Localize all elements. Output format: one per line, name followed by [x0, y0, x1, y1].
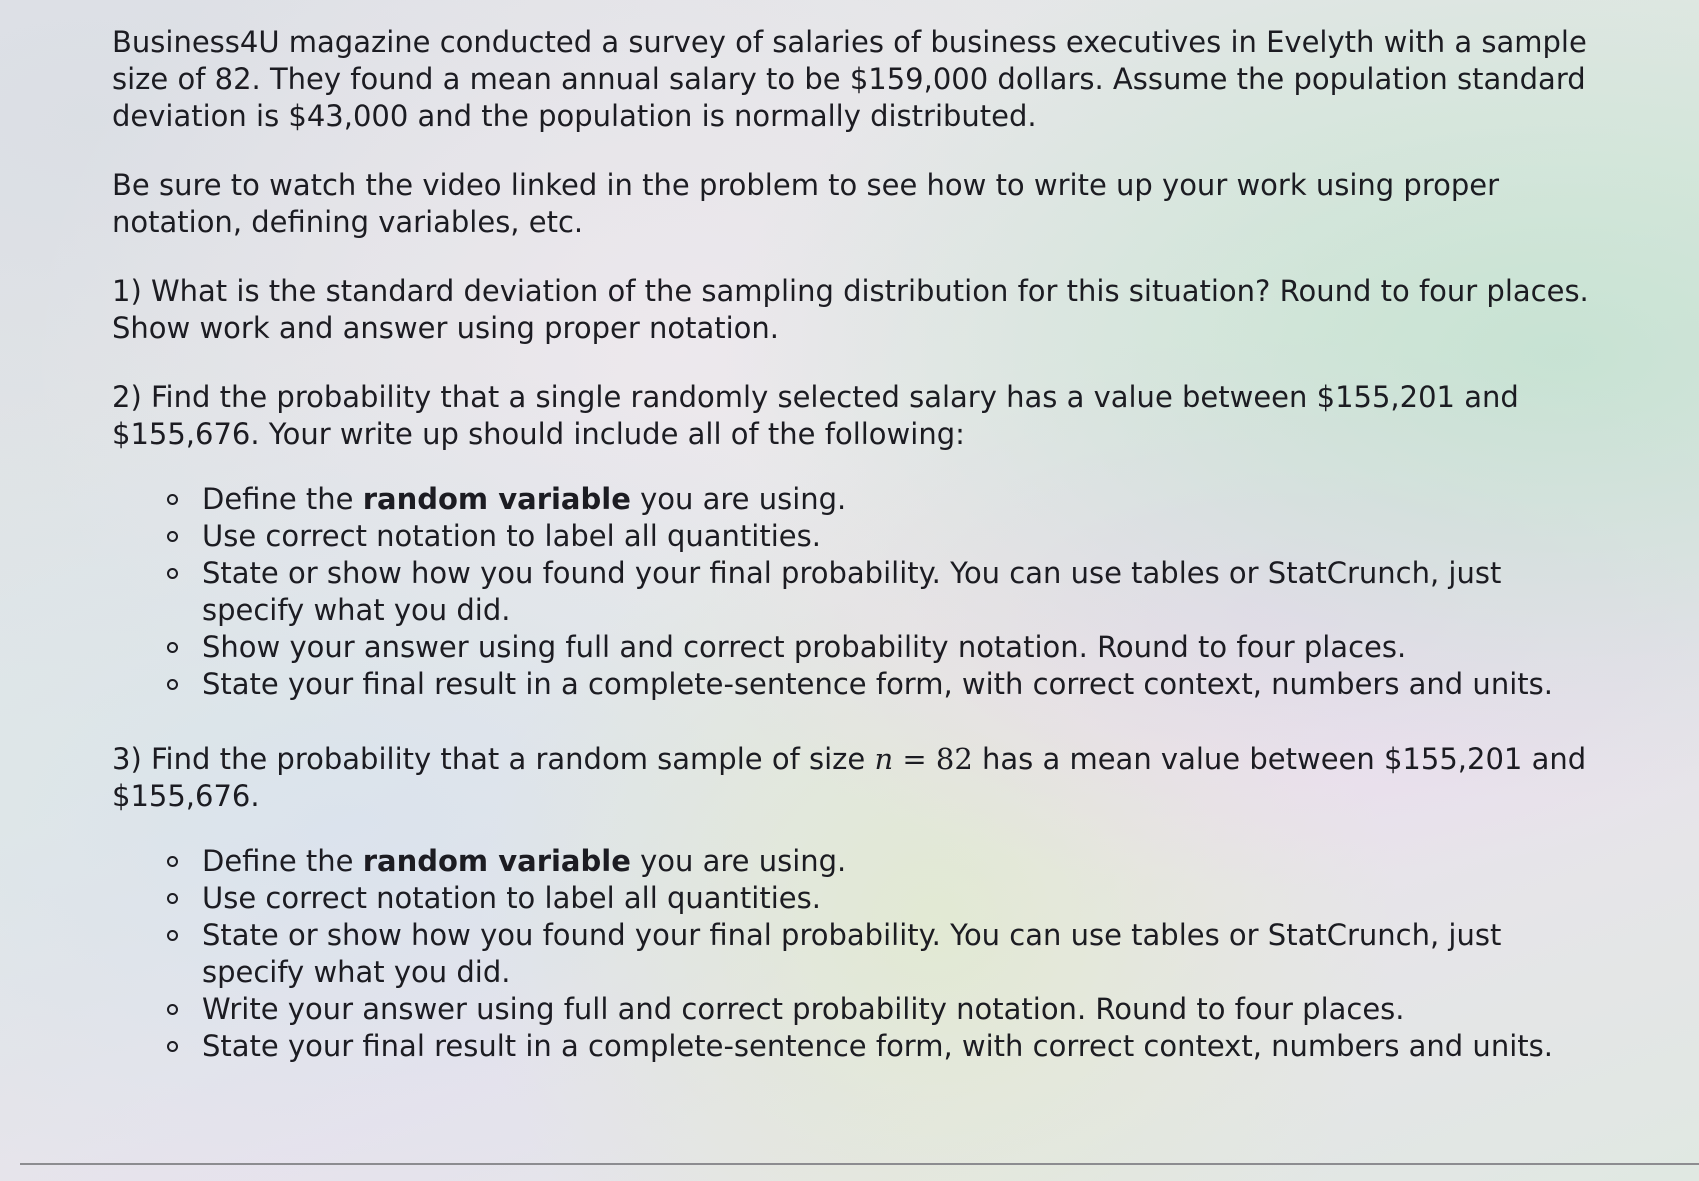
list-item: Define the random variable you are using. [202, 843, 1612, 880]
problem-content [112, 24, 1612, 1065]
bullet-circle-icon [167, 856, 178, 867]
question-2-requirements [112, 481, 1612, 703]
bullet-circle-icon [167, 568, 178, 579]
list-item: State or show how you found your final probability. You can use tables or StatCrunch, just specify what you did. [202, 917, 1612, 991]
bullet-circle-icon [167, 679, 178, 690]
question-3: 3) Find the probability that a random sample of size n = 82 has a mean value between $155,201 and $155,676. [112, 742, 1587, 813]
bullet-circle-icon [167, 930, 178, 941]
bullet-circle-icon [167, 1004, 178, 1015]
list-item: State or show how you found your final probability. You can use tables or StatCrunch, just specify what you did. [202, 555, 1612, 629]
list-item: Show your answer using full and correct probability notation. Round to four places. [202, 629, 1612, 666]
bullet-circle-icon [167, 642, 178, 653]
bullet-circle-icon [167, 531, 178, 542]
list-item: Define the random variable you are using. [202, 481, 1612, 518]
intro-paragraph: Business4U magazine conducted a survey of salaries of business executives in Evelyth with a sample size of 82. They found a mean annual salary to be $159,000 dollars. Assume the population standard deviation is $43,000 and the population is normally distributed. [112, 25, 1587, 133]
bullet-circle-icon [167, 494, 178, 505]
bullet-circle-icon [167, 1041, 178, 1052]
question-1: 1) What is the standard deviation of the sampling distribution for this situation? Round to four places. Show work and answer using proper notation. [112, 274, 1589, 345]
list-item: State your final result in a complete-sentence form, with correct context, numbers and units. [202, 1028, 1612, 1065]
list-item: Write your answer using full and correct probability notation. Round to four places. [202, 991, 1612, 1028]
bullet-circle-icon [167, 893, 178, 904]
bottom-divider [20, 1163, 1699, 1165]
question-2: 2) Find the probability that a single randomly selected salary has a value between $155,201 and $155,676. Your write up should include all of the following: [112, 380, 1519, 451]
list-item: Use correct notation to label all quantities. [202, 518, 1612, 555]
math-variable: n [874, 742, 894, 776]
list-item: State your final result in a complete-sentence form, with correct context, numbers and units. [202, 666, 1612, 703]
question-3-requirements [112, 843, 1612, 1065]
video-note-paragraph: Be sure to watch the video linked in the problem to see how to write up your work using proper notation, defining variables, etc. [112, 168, 1500, 239]
list-item: Use correct notation to label all quantities. [202, 880, 1612, 917]
math-equals: = 82 [893, 742, 973, 776]
